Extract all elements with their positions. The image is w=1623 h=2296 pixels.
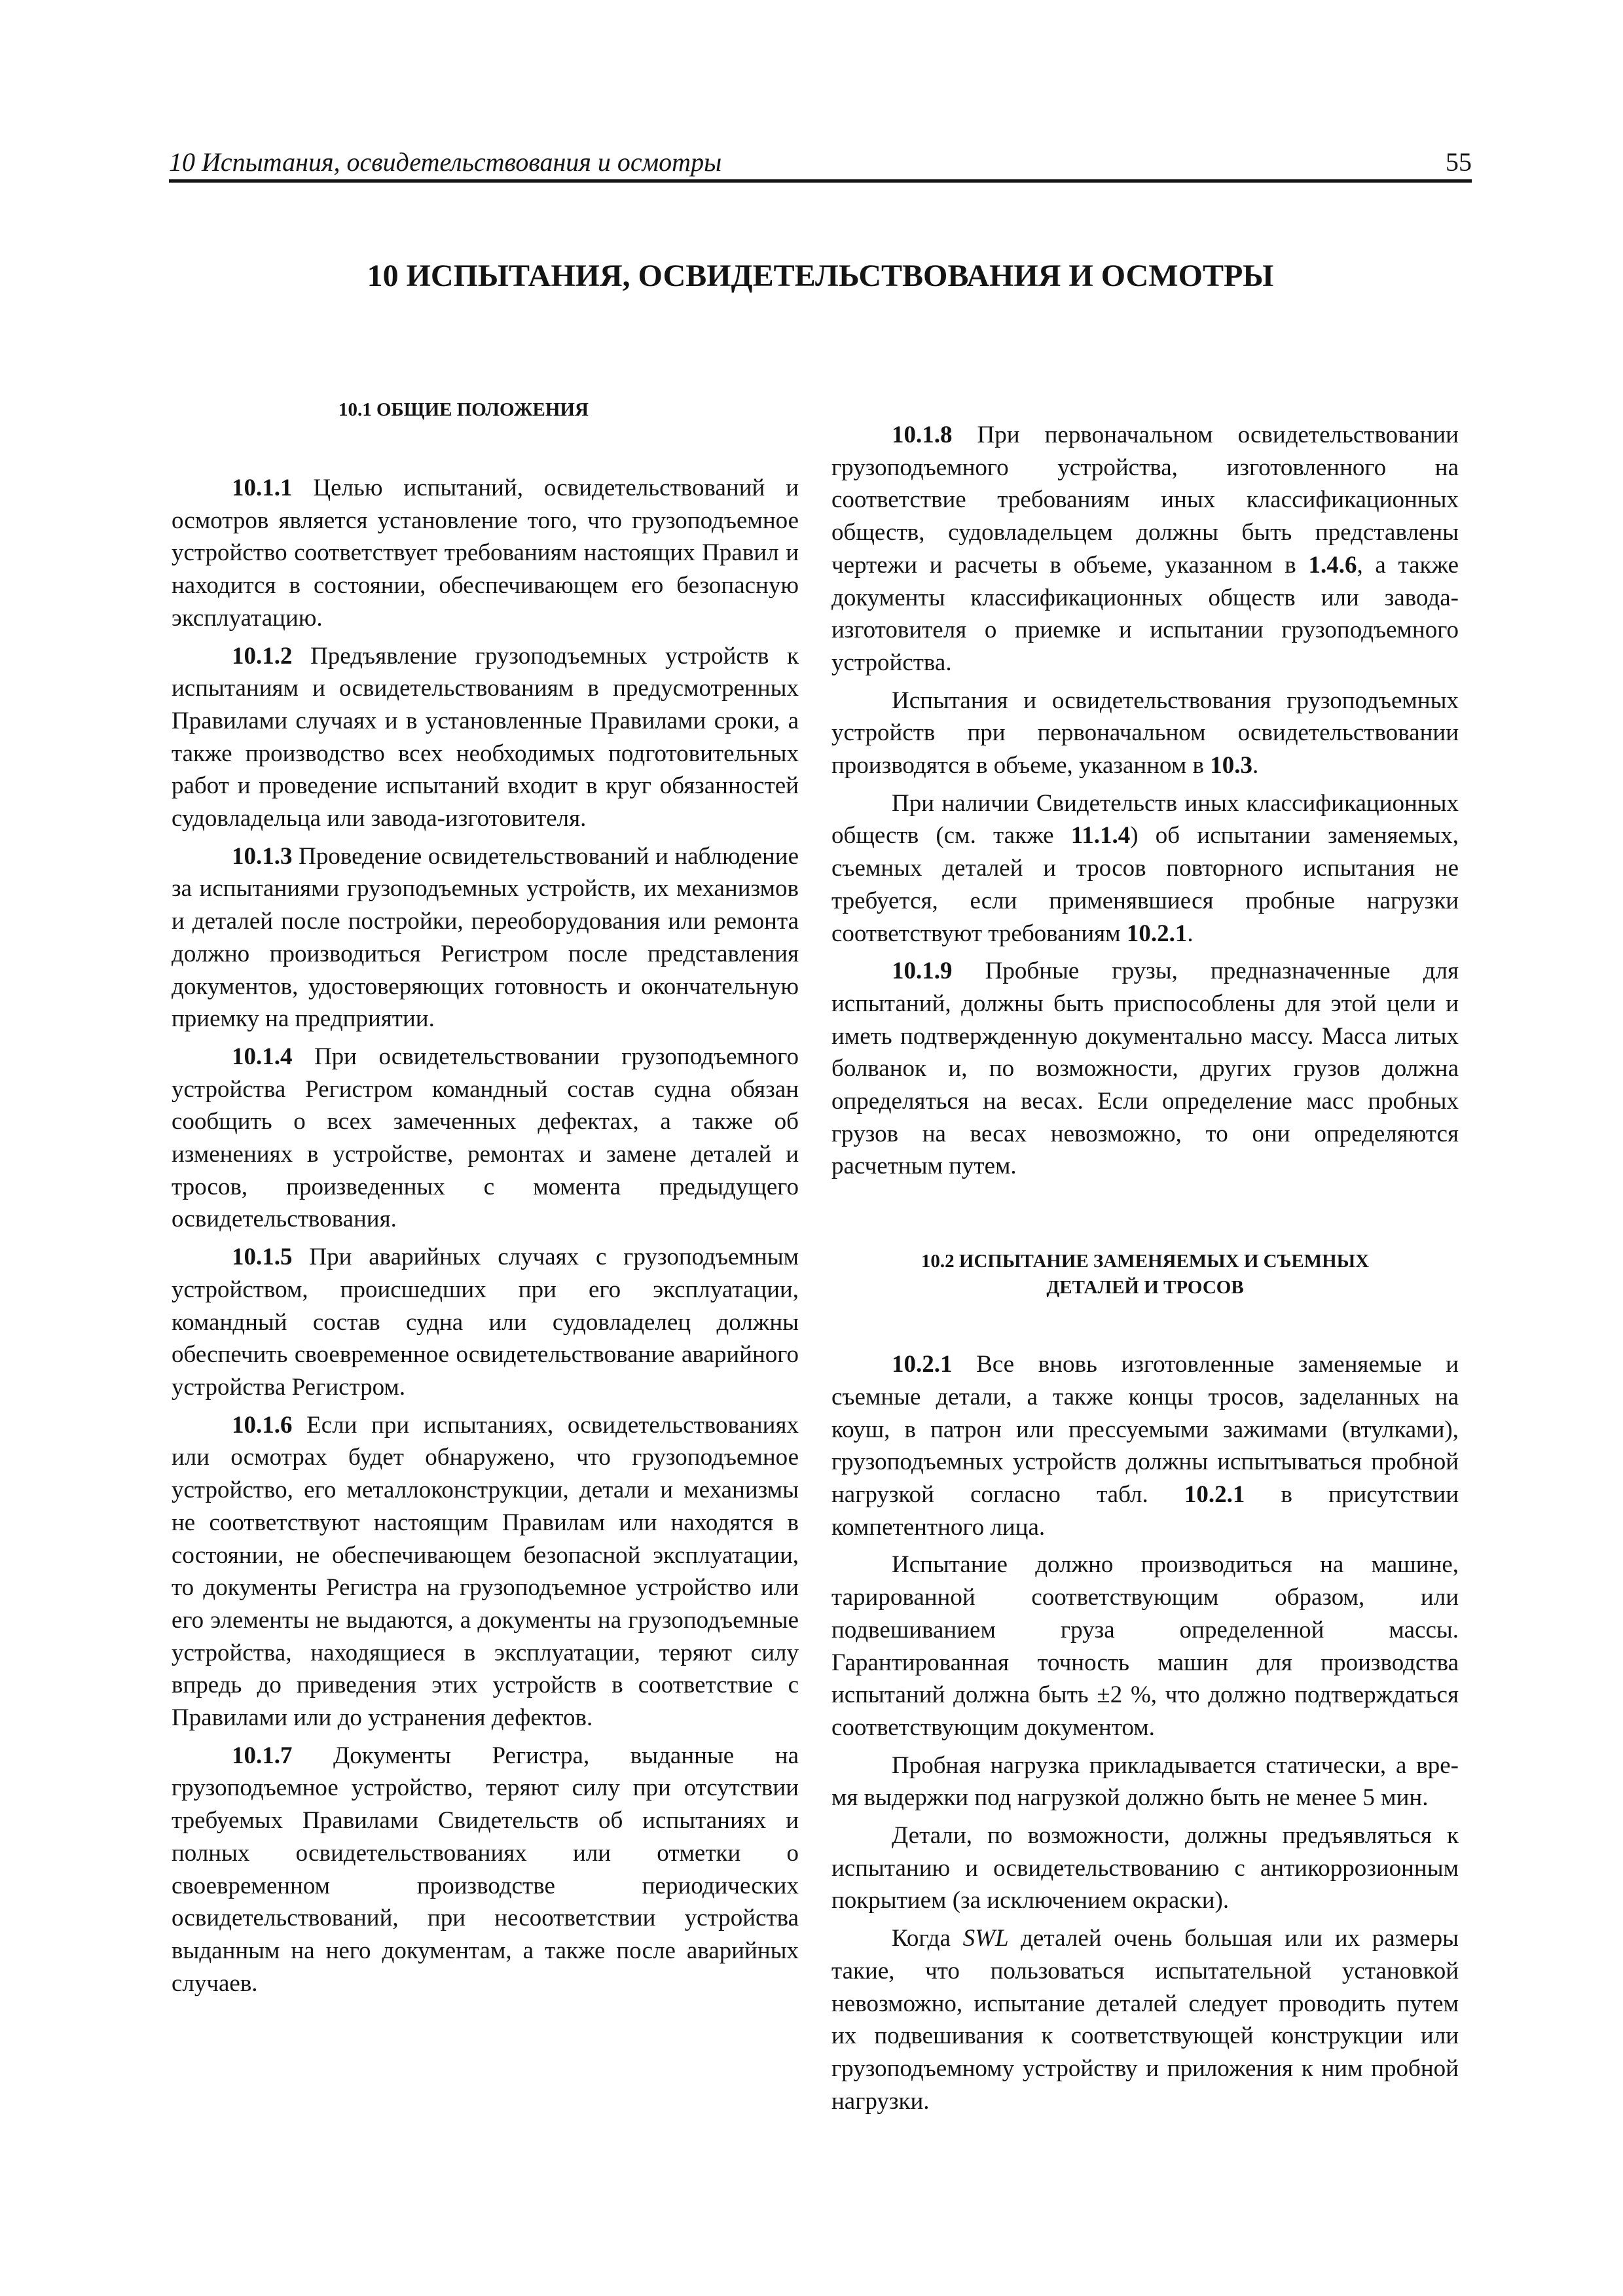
paragraph-text: Когда — [892, 1925, 963, 1952]
page-header — [169, 145, 1472, 179]
header-rule — [169, 179, 1472, 183]
paragraph-text: Предъявление грузоподъемных устройств к испытаниям и освидетельствованиям в предусмотренных Правилами случаях и в установленные Правилами сроки, а также производство всех необходимых подготовительных работ и проведение испытаний входит в круг обязанностей судовладельца или завода-изготовителя. — [172, 642, 799, 833]
paragraph-text: При первоначальном освидетельствовании грузоподъемного устройства, изготовленного на соответствие требованиям иных классификационных обществ, судовладельцем должны быть представлены чертежи и расчеты в объеме, указанном в — [831, 422, 1459, 579]
table-reference: 10.2.1 — [1184, 1480, 1245, 1508]
paragraph-10-1-8-certificates — [831, 787, 1459, 950]
running-title: 10 Испытания, освидетельствования и осмотры — [169, 147, 722, 177]
paragraph-text: деталей очень большая или их размеры такие, что пользоваться испытательной установкой невозможно, испытание деталей следует проводить путем их подвешивания к соответствующей конструкции или грузоподъемному устройству и приложения к ним пробной нагрузки. — [831, 1925, 1459, 2115]
paragraph-10-1-4 — [172, 1041, 799, 1236]
paragraph-number: 10.1.7 — [232, 1742, 293, 1769]
cross-reference: 10.2.1 — [1126, 920, 1188, 947]
cross-reference: 11.1.4 — [1070, 822, 1131, 850]
section-heading-line: ДЕТАЛЕЙ И ТРОСОВ — [1046, 1277, 1244, 1299]
section-heading-10-1: 10.1 ОБЩИЕ ПОЛОЖЕНИЯ — [338, 399, 589, 420]
section-spacer — [831, 1188, 1459, 1248]
paragraph-number: 10.1.3 — [232, 842, 293, 870]
swl-term: SWL — [962, 1925, 1009, 1952]
paragraph-10-2-1 — [831, 1348, 1459, 1543]
paragraph-number: 10.2.1 — [892, 1351, 953, 1378]
cross-reference: 10.3 — [1210, 752, 1252, 780]
paragraph-test-machine — [831, 1549, 1459, 1744]
paragraph-text: Пробная нагрузка прикладывается статически, а время выдержки под нагрузкой должно быть не менее 5 мин. — [831, 1751, 1459, 1812]
paragraph-text: , а также документы классификационных обществ или завода-изготовителя о приемке и испытании грузоподъемного устройства. — [831, 551, 1459, 676]
paragraph-text: Целью испытаний, освидетельствований и осмотров является установление того, что грузоподъемное устройство соответствует требованиям настоящих Правил и находится в состоянии, обеспечивающем его безопасную эксплуатацию. — [172, 475, 799, 632]
paragraph-text: ) об испытании заменяемых, съемных деталей и тросов повторного испытания не требуется, если применявшиеся пробные нагрузки соответствуют требованиям — [831, 822, 1459, 947]
paragraph-10-1-7 — [172, 1740, 799, 2000]
paragraph-text: Детали, по возможности, должны предъявляться к испытанию и освидетельствованию с антикоррозионным покрытием (за исключением окраски). — [831, 1822, 1459, 1914]
paragraph-number: 10.1.6 — [232, 1411, 293, 1439]
paragraph-text: Документы Регистра, выданные на грузоподъемное устройство, теряют силу при отсутствии требуемых Правилами Свидетельств об испытаниях и полных освидетельствованиях или отметки о своевременном производстве периодических освидетельствований, при несоответствии устройства выданным на него документам, а также после аварийных случаев. — [172, 1742, 799, 1997]
paragraph-10-1-8-scope — [831, 685, 1459, 782]
paragraph-text: При освидетельствовании грузоподъемного устройства Регистром командный состав судна обязан сообщить о всех замеченных дефектах, а также об изменениях в устройстве, ремонтах и замене деталей и тросов, произведенных с момента предыдущего освидетельствования. — [172, 1043, 799, 1233]
paragraph-number: 10.1.5 — [232, 1244, 293, 1271]
paragraph-text: Если при испытаниях, освидетельствованиях или осмотрах будет обнаружено, что грузоподъемное устройство, его металлоконструкции, детали и механизмы не соответствуют настоящим Правилам или находятся в состоянии, не обеспечивающем безопасной эксплуатации, то документы Регистра на грузоподъемное устройство или его элементы не выдаются, а документы на грузоподъемные устройства, находящиеся в эксплуатации, теряют силу впредь до приведения этих устройств в соответствие с Правилами или до устранения дефектов. — [172, 1411, 799, 1732]
paragraph-10-1-5 — [172, 1241, 799, 1404]
paragraph-text: Пробные грузы, предназначенные для испытаний, должны быть приспособлены для этой цели и иметь подтвержденную документально массу. Масса литых болванок и, по возможности, других грузов должна определяться на весах. Если определение масс пробных грузов на весах невозможно, то они определяются расчетным путем. — [831, 958, 1459, 1180]
paragraph-number: 10.1.8 — [892, 422, 953, 448]
paragraph-10-1-1 — [172, 472, 799, 635]
right-column — [831, 419, 1459, 2123]
paragraph-10-1-6 — [172, 1409, 799, 1734]
paragraph-text: Испытания и освидетельствования грузоподъемных устройств при первоначальном освидетельствовании производятся в объеме, указанном в — [831, 687, 1459, 780]
section-heading-line: 10.2 ИСПЫТАНИЕ ЗАМЕНЯЕМЫХ И СЪЕМНЫХ — [921, 1251, 1370, 1272]
paragraph-10-1-8 — [831, 419, 1459, 679]
paragraph-text: . — [1187, 920, 1194, 947]
paragraph-number: 10.1.4 — [232, 1043, 293, 1070]
paragraph-number: 10.1.2 — [232, 642, 293, 670]
paragraph-swl — [831, 1922, 1459, 2117]
page-number: 55 — [1446, 147, 1472, 177]
paragraph-10-1-2 — [172, 640, 799, 835]
paragraph-text: При аварийных случаях с грузоподъемным устройством, происшедших при его эксплуатации, командный состав судна или судовладелец должны обеспечить своевременное освидетельствование аварийного устройства Регистром. — [172, 1244, 799, 1401]
paragraph-static-load — [831, 1749, 1459, 1814]
paragraph-10-1-9 — [831, 955, 1459, 1183]
cross-reference: 1.4.6 — [1308, 551, 1357, 579]
paragraph-text: Испытание должно производиться на машине, тарированной соответствующим образом, или подвешиванием груза определенной массы. Гарантированная точность машин для производства испытаний должна быть ±2 %, что должно подтверждаться соответствующим документом. — [831, 1551, 1459, 1741]
paragraph-coating — [831, 1820, 1459, 1917]
paragraph-10-1-3 — [172, 840, 799, 1035]
left-column — [172, 397, 799, 2005]
chapter-title: 10 ИСПЫТАНИЯ, ОСВИДЕТЕЛЬСТВОВАНИЯ И ОСМОТРЫ — [367, 259, 1274, 293]
section-heading-10-2 — [831, 1248, 1459, 1300]
paragraph-text: Проведение освидетельствований и наблюдение за испытаниями грузоподъемных устройств, их механизмов и деталей после постройки, переоборудования или ремонта должно производиться Регистром после представления документов, удостоверяющих готовность и окончательную приемку на предприятии. — [172, 842, 799, 1033]
paragraph-text: При наличии Свидетельств иных классификационных обществ (см. также — [831, 789, 1459, 850]
paragraph-number: 10.1.1 — [232, 475, 293, 501]
paragraph-text: в присутствии компетентного лица. — [831, 1480, 1459, 1541]
paragraph-text: Все вновь изготовленные заменяемые и съемные детали, а также концы тросов, заделанных на коуш, в патрон или прессуемыми зажимами (втулками), грузоподъемных устройств должны испытываться пробной нагрузкой согласно табл. — [831, 1351, 1459, 1508]
paragraph-number: 10.1.9 — [892, 958, 953, 985]
paragraph-text: . — [1252, 752, 1259, 780]
